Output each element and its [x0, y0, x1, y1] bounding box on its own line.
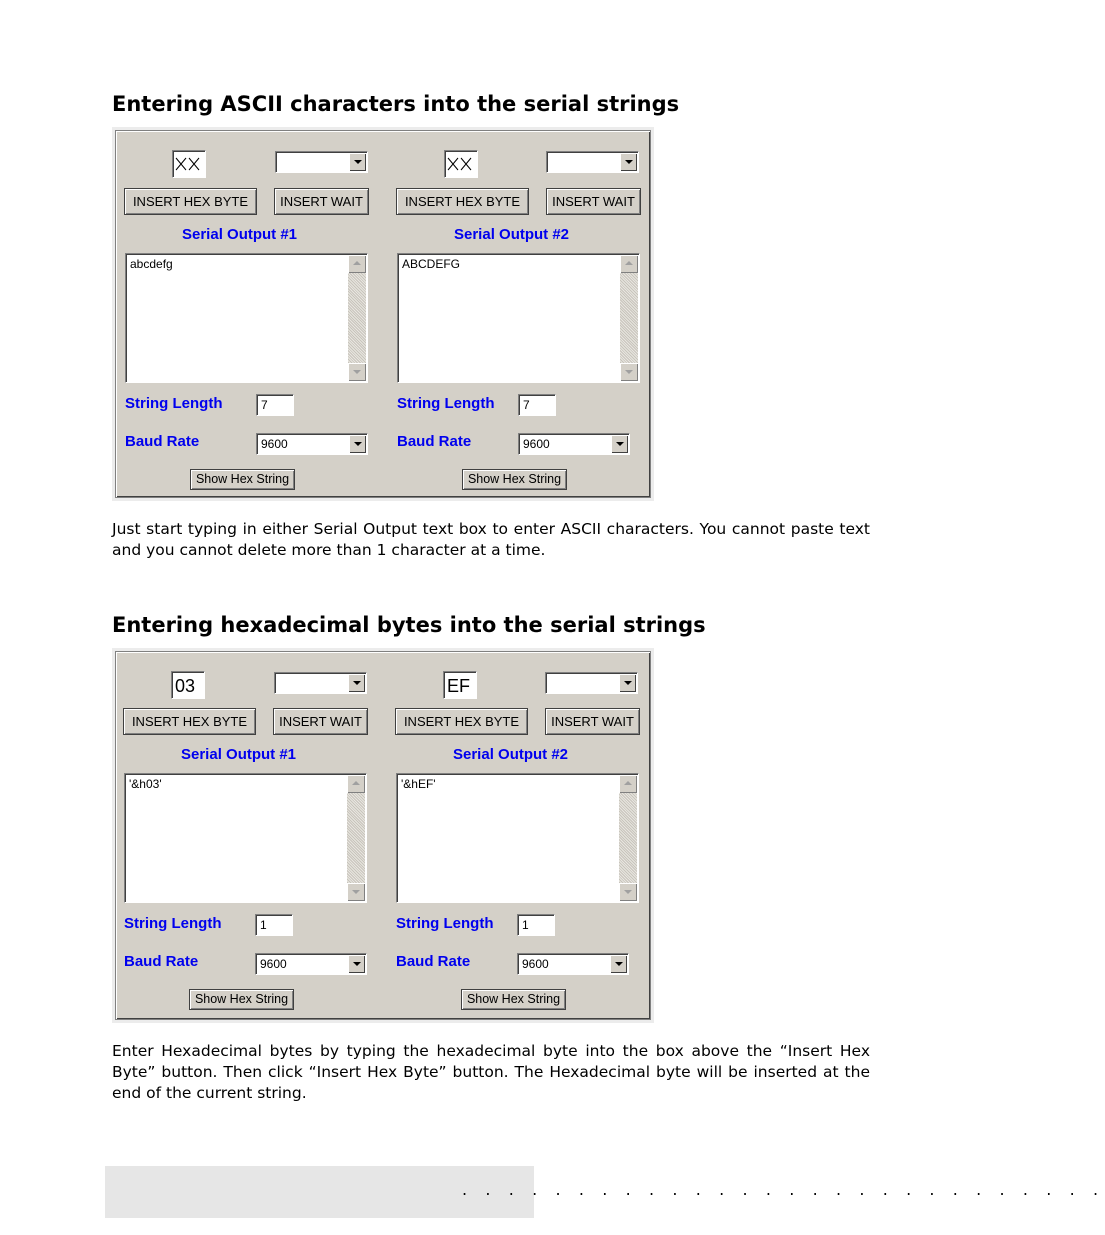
- baud-rate-label-1: Baud Rate: [125, 433, 200, 450]
- serial-output-content: '&h03': [129, 777, 162, 791]
- insert-wait-button-1[interactable]: INSERT WAIT: [273, 708, 368, 735]
- string-length-field-2[interactable]: 1: [517, 914, 555, 936]
- string-length-field-1[interactable]: 1: [255, 914, 293, 936]
- serial-output-textarea-2[interactable]: [396, 773, 639, 903]
- baud-rate-value: 9600: [260, 957, 287, 971]
- vertical-scrollbar[interactable]: [347, 775, 365, 901]
- baud-rate-select-1[interactable]: [256, 433, 368, 455]
- vertical-scrollbar[interactable]: [620, 255, 638, 381]
- scroll-up-icon[interactable]: [620, 255, 638, 273]
- string-length-label-2: String Length: [396, 915, 494, 932]
- wait-select-1[interactable]: [275, 151, 368, 173]
- chevron-down-icon[interactable]: [610, 955, 627, 973]
- baud-rate-label-2: Baud Rate: [397, 433, 472, 450]
- string-length-label-2: String Length: [397, 395, 495, 412]
- serial-output-title-2: Serial Output #2: [453, 746, 569, 763]
- show-hex-string-button-2[interactable]: Show Hex String: [462, 469, 567, 490]
- empty-placeholder-icon: [176, 156, 202, 174]
- show-hex-string-button-1[interactable]: Show Hex String: [189, 989, 294, 1010]
- scroll-down-icon[interactable]: [620, 363, 638, 381]
- serial-panel: [115, 130, 651, 498]
- serial-output-textarea-2[interactable]: [397, 253, 640, 383]
- hex-byte-input-1[interactable]: 03: [171, 671, 205, 699]
- hex-byte-input-1[interactable]: [172, 150, 206, 178]
- paragraph-hex: Enter Hexadecimal bytes by typing the hexadecimal byte into the box above the “Insert Hex Byte” button. Then click “Insert Hex Byte” button. The Hexadecimal byte will be inserted at the end of the current string.: [112, 1042, 870, 1102]
- serial-output-content: '&hEF': [401, 777, 436, 791]
- vertical-scrollbar[interactable]: [619, 775, 637, 901]
- serial-output-title-1: Serial Output #1: [182, 226, 298, 243]
- chevron-down-icon[interactable]: [611, 435, 628, 453]
- insert-hex-byte-button-1[interactable]: INSERT HEX BYTE: [124, 188, 257, 215]
- chevron-down-icon[interactable]: [348, 674, 365, 692]
- empty-placeholder-icon: [448, 156, 474, 174]
- scroll-up-icon[interactable]: [347, 775, 365, 793]
- baud-rate-select-2[interactable]: [518, 433, 630, 455]
- section-heading-ascii: Entering ASCII characters into the serial strings: [112, 92, 680, 116]
- baud-rate-label-2: Baud Rate: [396, 953, 471, 970]
- hex-byte-input-2[interactable]: [444, 150, 478, 178]
- chevron-down-icon[interactable]: [619, 674, 636, 692]
- serial-output-title-1: Serial Output #1: [181, 746, 297, 763]
- scroll-up-icon[interactable]: [348, 255, 366, 273]
- chevron-down-icon[interactable]: [349, 435, 366, 453]
- insert-wait-button-2[interactable]: INSERT WAIT: [545, 708, 640, 735]
- baud-rate-label-1: Baud Rate: [124, 953, 199, 970]
- screenshot-hex: [112, 648, 654, 1023]
- baud-rate-value: 9600: [522, 957, 549, 971]
- serial-output-textarea-1[interactable]: [125, 253, 368, 383]
- string-length-label-1: String Length: [125, 395, 223, 412]
- scroll-down-icon[interactable]: [347, 883, 365, 901]
- baud-rate-value: 9600: [261, 437, 288, 451]
- chevron-down-icon[interactable]: [620, 153, 637, 171]
- screenshot-ascii: [112, 127, 654, 501]
- show-hex-string-button-2[interactable]: Show Hex String: [461, 989, 566, 1010]
- string-length-label-1: String Length: [124, 915, 222, 932]
- paragraph-ascii: Just start typing in either Serial Output text box to enter ASCII characters. You cannot paste text and you cannot delete more than 1 character at a time.: [112, 520, 870, 559]
- section-heading-hex: Entering hexadecimal bytes into the serial strings: [112, 613, 706, 637]
- serial-output-content: ABCDEFG: [402, 257, 461, 271]
- insert-hex-byte-button-1[interactable]: INSERT HEX BYTE: [123, 708, 256, 735]
- serial-output-content: abcdefg: [130, 257, 173, 271]
- insert-wait-button-2[interactable]: INSERT WAIT: [546, 188, 641, 215]
- baud-rate-value: 9600: [523, 437, 550, 451]
- wait-select-2[interactable]: [545, 672, 638, 694]
- wait-select-2[interactable]: [546, 151, 639, 173]
- vertical-scrollbar[interactable]: [348, 255, 366, 381]
- chevron-down-icon[interactable]: [349, 153, 366, 171]
- serial-panel: [115, 651, 651, 1020]
- scroll-down-icon[interactable]: [619, 883, 637, 901]
- insert-hex-byte-button-2[interactable]: INSERT HEX BYTE: [395, 708, 528, 735]
- baud-rate-select-1[interactable]: [255, 953, 367, 975]
- baud-rate-select-2[interactable]: [517, 953, 629, 975]
- show-hex-string-button-1[interactable]: Show Hex String: [190, 469, 295, 490]
- serial-output-textarea-1[interactable]: [124, 773, 367, 903]
- chevron-down-icon[interactable]: [348, 955, 365, 973]
- footer-dots: . . . . . . . . . . . . . . . . . . . . . . . . . . . .: [462, 1180, 1105, 1199]
- string-length-field-2[interactable]: 7: [518, 394, 556, 416]
- scroll-down-icon[interactable]: [348, 363, 366, 381]
- scroll-up-icon[interactable]: [619, 775, 637, 793]
- serial-output-title-2: Serial Output #2: [454, 226, 570, 243]
- wait-select-1[interactable]: [274, 672, 367, 694]
- insert-hex-byte-button-2[interactable]: INSERT HEX BYTE: [396, 188, 529, 215]
- string-length-field-1[interactable]: 7: [256, 394, 294, 416]
- hex-byte-input-2[interactable]: EF: [443, 671, 477, 699]
- insert-wait-button-1[interactable]: INSERT WAIT: [274, 188, 369, 215]
